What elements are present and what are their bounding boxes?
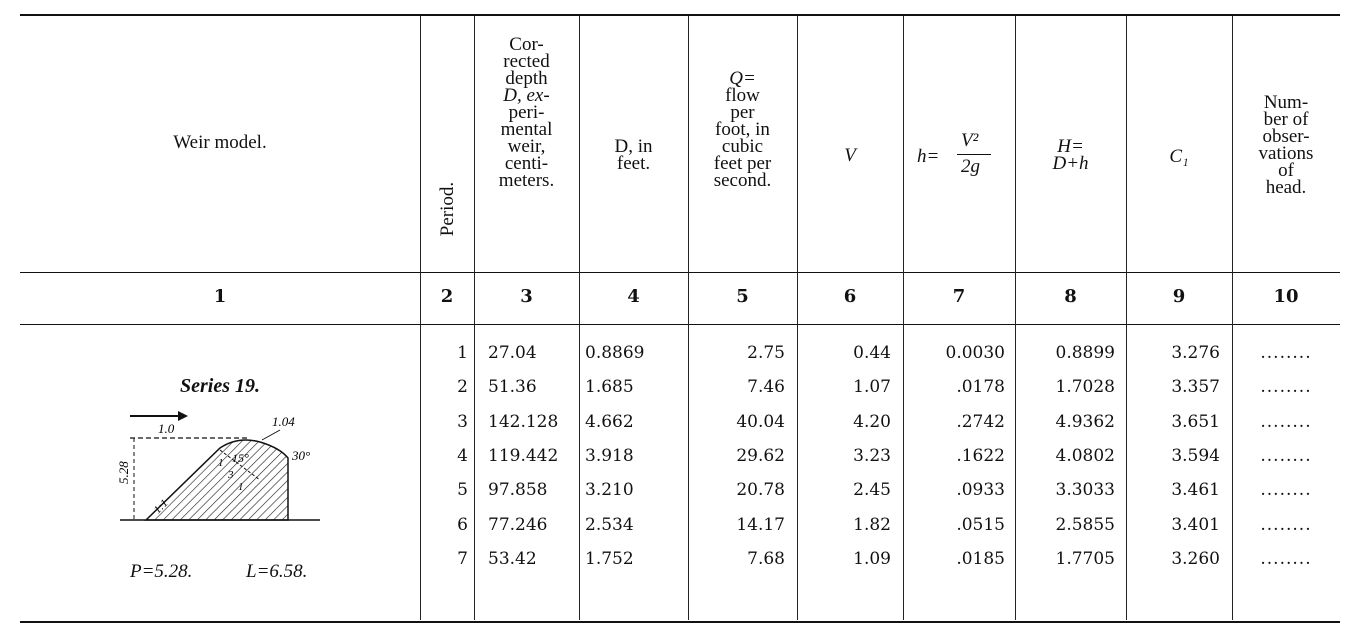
- cell-q: 7.46: [747, 377, 785, 398]
- weir-cross-section-sketch: [116, 410, 330, 528]
- header-bottom-rule: [20, 272, 1340, 273]
- cell-H: 2.5855: [1055, 514, 1115, 535]
- colnum-6: 6: [843, 286, 857, 307]
- cell-d-ft: 1.752: [585, 548, 634, 569]
- cell-d-ft: 4.662: [585, 411, 634, 432]
- cell-H: 4.9362: [1055, 411, 1115, 432]
- cell-q: 14.17: [736, 514, 785, 535]
- cell-d-ft: 2.534: [585, 514, 634, 535]
- cell-d-ft: 1.685: [585, 377, 634, 398]
- cell-obs: ........: [1260, 445, 1312, 466]
- cell-period: 1: [457, 343, 468, 363]
- cell-depth-cm: 77.246: [488, 514, 548, 535]
- colnum-2: 2: [440, 286, 454, 307]
- cell-depth-cm: 97.858: [488, 480, 548, 501]
- cell-v: 1.82: [853, 514, 891, 535]
- cell-c1: 3.357: [1171, 377, 1220, 398]
- cell-depth-cm: 119.442: [488, 445, 559, 466]
- cell-d-ft: 0.8869: [585, 343, 645, 363]
- cell-q: 7.68: [747, 548, 785, 569]
- cell-d-ft: 3.918: [585, 445, 634, 466]
- cell-H: 1.7028: [1055, 377, 1115, 398]
- slope-label-b: 3: [228, 469, 234, 481]
- header-observations: Num- ber of obser- vations of head.: [1258, 92, 1314, 198]
- cell-h: 0.0030: [945, 343, 1005, 363]
- cell-v: 3.23: [853, 445, 891, 466]
- cell-q: 20.78: [736, 480, 785, 501]
- cell-c1: 3.401: [1171, 514, 1220, 535]
- cell-H: 1.7705: [1055, 548, 1115, 569]
- cell-obs: ........: [1260, 514, 1312, 535]
- colnum-8: 8: [1064, 286, 1077, 307]
- slope-up-label: 1:1: [151, 497, 171, 517]
- dim-height-label: 5.28: [116, 461, 131, 484]
- dim-crest-label: 1.04: [272, 414, 295, 429]
- param-l: L=6.58.: [246, 561, 308, 582]
- cell-v: 4.20: [853, 411, 891, 432]
- cell-period: 7: [457, 548, 468, 569]
- cell-v: 2.45: [853, 480, 891, 501]
- cell-v: 1.07: [853, 377, 891, 398]
- cell-q: 40.04: [736, 411, 785, 432]
- header-corrected-depth: Cor- rected depth D, ex- peri- mental weir, centi- meters.: [498, 34, 555, 191]
- angle-mid-label: 15°: [232, 451, 249, 465]
- cell-H: 0.8899: [1055, 343, 1115, 363]
- flow-arrow-head: [178, 411, 188, 421]
- cell-depth-cm: 142.128: [488, 411, 559, 432]
- param-p: P=5.28.: [130, 561, 193, 582]
- cell-period: 2: [457, 377, 468, 398]
- cell-depth-cm: 51.36: [488, 377, 537, 398]
- cell-h: .1622: [956, 445, 1005, 466]
- crest-dimension: [262, 430, 280, 440]
- cell-period: 5: [457, 480, 468, 501]
- colnum-10: 10: [1273, 286, 1299, 307]
- colnum-5: 5: [736, 286, 749, 307]
- header-period: Period.: [437, 181, 458, 237]
- slope-label-c: 1: [238, 481, 244, 493]
- cell-c1: 3.276: [1171, 343, 1220, 363]
- header-weir-model: Weir model.: [173, 132, 267, 153]
- cell-H: 4.0802: [1055, 445, 1115, 466]
- cell-obs: ........: [1260, 480, 1312, 501]
- header-c1: C₁: [1169, 146, 1189, 167]
- cell-depth-cm: 27.04: [488, 343, 537, 363]
- cell-h: .0933: [956, 480, 1005, 501]
- cell-obs: ........: [1260, 343, 1312, 363]
- colnum-7: 7: [952, 286, 966, 307]
- cell-v: 1.09: [853, 548, 891, 569]
- cell-h: .2742: [956, 411, 1005, 432]
- cell-period: 3: [457, 411, 468, 432]
- cell-d-ft: 3.210: [585, 480, 634, 501]
- colnum-9: 9: [1172, 286, 1186, 307]
- cell-period: 4: [457, 445, 468, 466]
- cell-c1: 3.461: [1171, 480, 1220, 501]
- angle-right-label: 30°: [292, 448, 311, 463]
- cell-c1: 3.594: [1171, 445, 1220, 466]
- cell-q: 29.62: [736, 445, 785, 466]
- cell-c1: 3.651: [1171, 411, 1220, 432]
- cell-period: 6: [457, 514, 468, 535]
- series-label: Series 19.: [180, 375, 260, 397]
- cell-v: 0.44: [853, 343, 891, 363]
- cell-obs: ........: [1260, 411, 1312, 432]
- colnum-bottom-rule: [20, 324, 1340, 325]
- cell-h: .0515: [956, 514, 1005, 535]
- dim-top-label: 1.0: [158, 421, 175, 436]
- header-q-flow: Q= flow per foot, in cubic feet per second.: [713, 68, 772, 191]
- cell-obs: ........: [1260, 377, 1312, 398]
- cell-H: 3.3033: [1055, 480, 1115, 501]
- cell-q: 2.75: [747, 343, 785, 363]
- colnum-4: 4: [627, 286, 640, 307]
- slope-label-a: 1: [218, 457, 224, 469]
- cell-obs: ........: [1260, 548, 1312, 569]
- bottom-rule: [20, 621, 1340, 623]
- header-d-feet: D, in feet.: [614, 136, 653, 174]
- top-rule: [20, 14, 1340, 16]
- cell-h: .0185: [956, 548, 1005, 569]
- header-v: V: [844, 145, 856, 166]
- colnum-1: 1: [213, 286, 227, 307]
- header-H: H= D+h: [1052, 136, 1089, 174]
- cell-c1: 3.260: [1171, 548, 1220, 569]
- cell-depth-cm: 53.42: [488, 548, 537, 569]
- colnum-3: 3: [520, 286, 533, 307]
- cell-h: .0178: [956, 377, 1005, 398]
